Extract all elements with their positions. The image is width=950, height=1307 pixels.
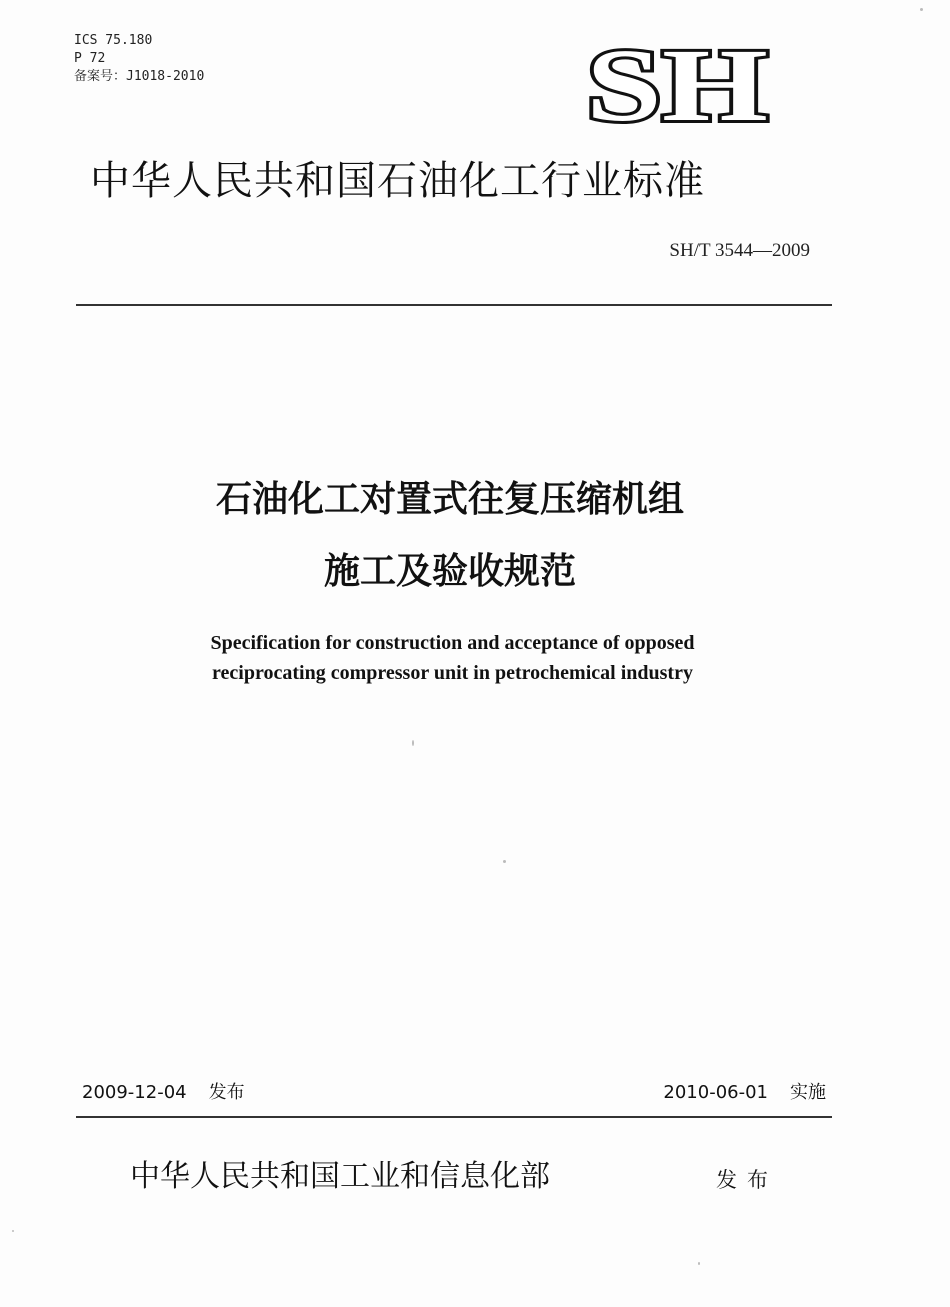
record-number: 备案号：J1018-2010 [74,69,205,84]
issue-date: 2009-12-04 [82,1082,187,1103]
top-divider [76,304,832,306]
sh-logo-text: SH [586,38,768,130]
sh-logo [582,38,772,130]
english-title-line-2: reciprocating compressor unit in petrochemical industry [212,662,693,684]
scan-speck [920,8,923,11]
standard-category-title: 中华人民共和国石油化工行业标准 [90,158,705,204]
chinese-title-line-1: 石油化工对置式往复压缩机组 [215,479,684,520]
classification-code: P 72 [74,51,106,66]
issue-date-block [82,1080,245,1106]
publisher-name: 中华人民共和国工业和信息化部 [130,1159,550,1194]
publish-label: 发布 [716,1168,778,1192]
standard-number: SH/T 3544—2009 [669,240,810,261]
scan-speck [412,740,414,746]
effective-label: 实施 [790,1082,826,1103]
sh-logo-graphic [582,38,772,130]
issue-label: 发布 [208,1082,245,1103]
scan-speck [698,1262,700,1265]
scan-speck [503,860,506,863]
header-metadata [74,32,204,86]
english-title-line-1: Specification for construction and acceptance of opposed [210,632,695,654]
chinese-title-line-2: 施工及验收规范 [323,551,576,592]
scan-speck [12,1230,14,1232]
effective-date-block [663,1080,826,1106]
bottom-divider [76,1116,832,1118]
effective-date: 2010-06-01 [663,1082,768,1103]
ics-code: ICS 75.180 [74,33,153,48]
